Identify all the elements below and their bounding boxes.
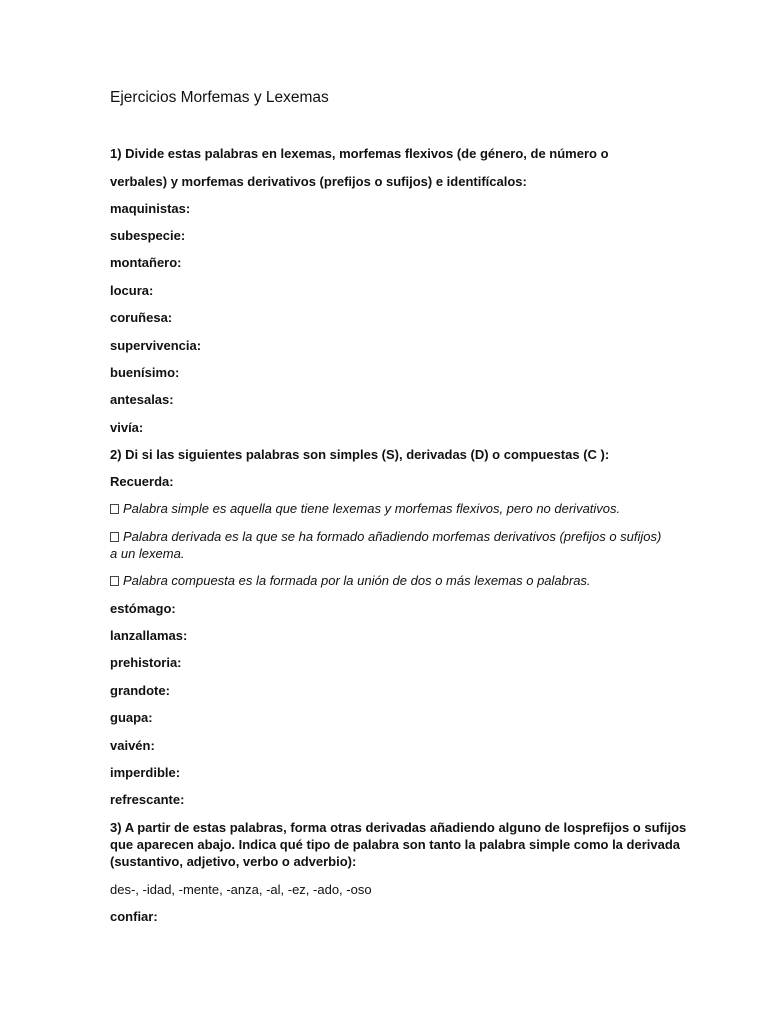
exercise-1-word: maquinistas:	[110, 201, 191, 216]
checkbox-glyph-icon	[110, 504, 119, 514]
exercise-1-word: buenísimo:	[110, 365, 180, 380]
exercise-3-word: confiar:	[110, 909, 158, 924]
exercise-3-heading-line-1: 3) A partir de estas palabras, forma otras derivadas añadiendo alguno de losprefijos o sufijos	[110, 820, 687, 835]
exercise-2-word: grandote:	[110, 683, 170, 698]
definition-text: Palabra simple es aquella que tiene lexemas y morfemas flexivos, pero no derivativos.	[123, 501, 621, 516]
exercise-3-heading-line-3: (sustantivo, adjetivo, verbo o adverbio):	[110, 854, 357, 869]
exercise-1-word: montañero:	[110, 255, 182, 270]
affix-list: des-, -idad, -mente, -anza, -al, -ez, -ado, -oso	[110, 882, 372, 897]
exercise-1-heading-line-2: verbales) y morfemas derivativos (prefijos o sufijos) e identifícalos:	[110, 174, 527, 189]
exercise-2-word: refrescante:	[110, 792, 185, 807]
exercise-2-word: vaivén:	[110, 738, 155, 753]
page-title: Ejercicios Morfemas y Lexemas	[110, 89, 329, 106]
definition-bullet	[110, 573, 591, 589]
definition-bullet	[110, 501, 620, 517]
exercise-2-word: guapa:	[110, 710, 153, 725]
exercise-3-heading-line-2: que aparecen abajo. Indica qué tipo de palabra son tanto la palabra simple como la derivada	[110, 837, 680, 852]
exercise-1-word: subespecie:	[110, 228, 186, 243]
definition-bullet	[110, 529, 661, 545]
exercise-1-word: antesalas:	[110, 392, 174, 407]
recuerda-label: Recuerda:	[110, 474, 174, 489]
exercise-1-word: vivía:	[110, 420, 144, 435]
definition-text-continued: a un lexema.	[110, 546, 185, 561]
exercise-1-word: coruñesa:	[110, 310, 173, 325]
exercise-2-word: lanzallamas:	[110, 628, 188, 643]
definition-text: Palabra derivada es la que se ha formado añadiendo morfemas derivativos (prefijos o sufijos)	[123, 529, 662, 544]
exercise-2-word: estómago:	[110, 601, 176, 616]
exercise-1-word: locura:	[110, 283, 154, 298]
checkbox-glyph-icon	[110, 576, 119, 586]
definition-text: Palabra compuesta es la formada por la unión de dos o más lexemas o palabras.	[123, 573, 591, 588]
checkbox-glyph-icon	[110, 532, 119, 542]
exercise-1-word: supervivencia:	[110, 338, 202, 353]
exercise-2-word: prehistoria:	[110, 655, 182, 670]
exercise-1-heading-line-1: 1) Divide estas palabras en lexemas, morfemas flexivos (de género, de número o	[110, 146, 609, 161]
exercise-2-word: imperdible:	[110, 765, 181, 780]
exercise-2-heading: 2) Di si las siguientes palabras son simples (S), derivadas (D) o compuestas (C ):	[110, 447, 610, 462]
